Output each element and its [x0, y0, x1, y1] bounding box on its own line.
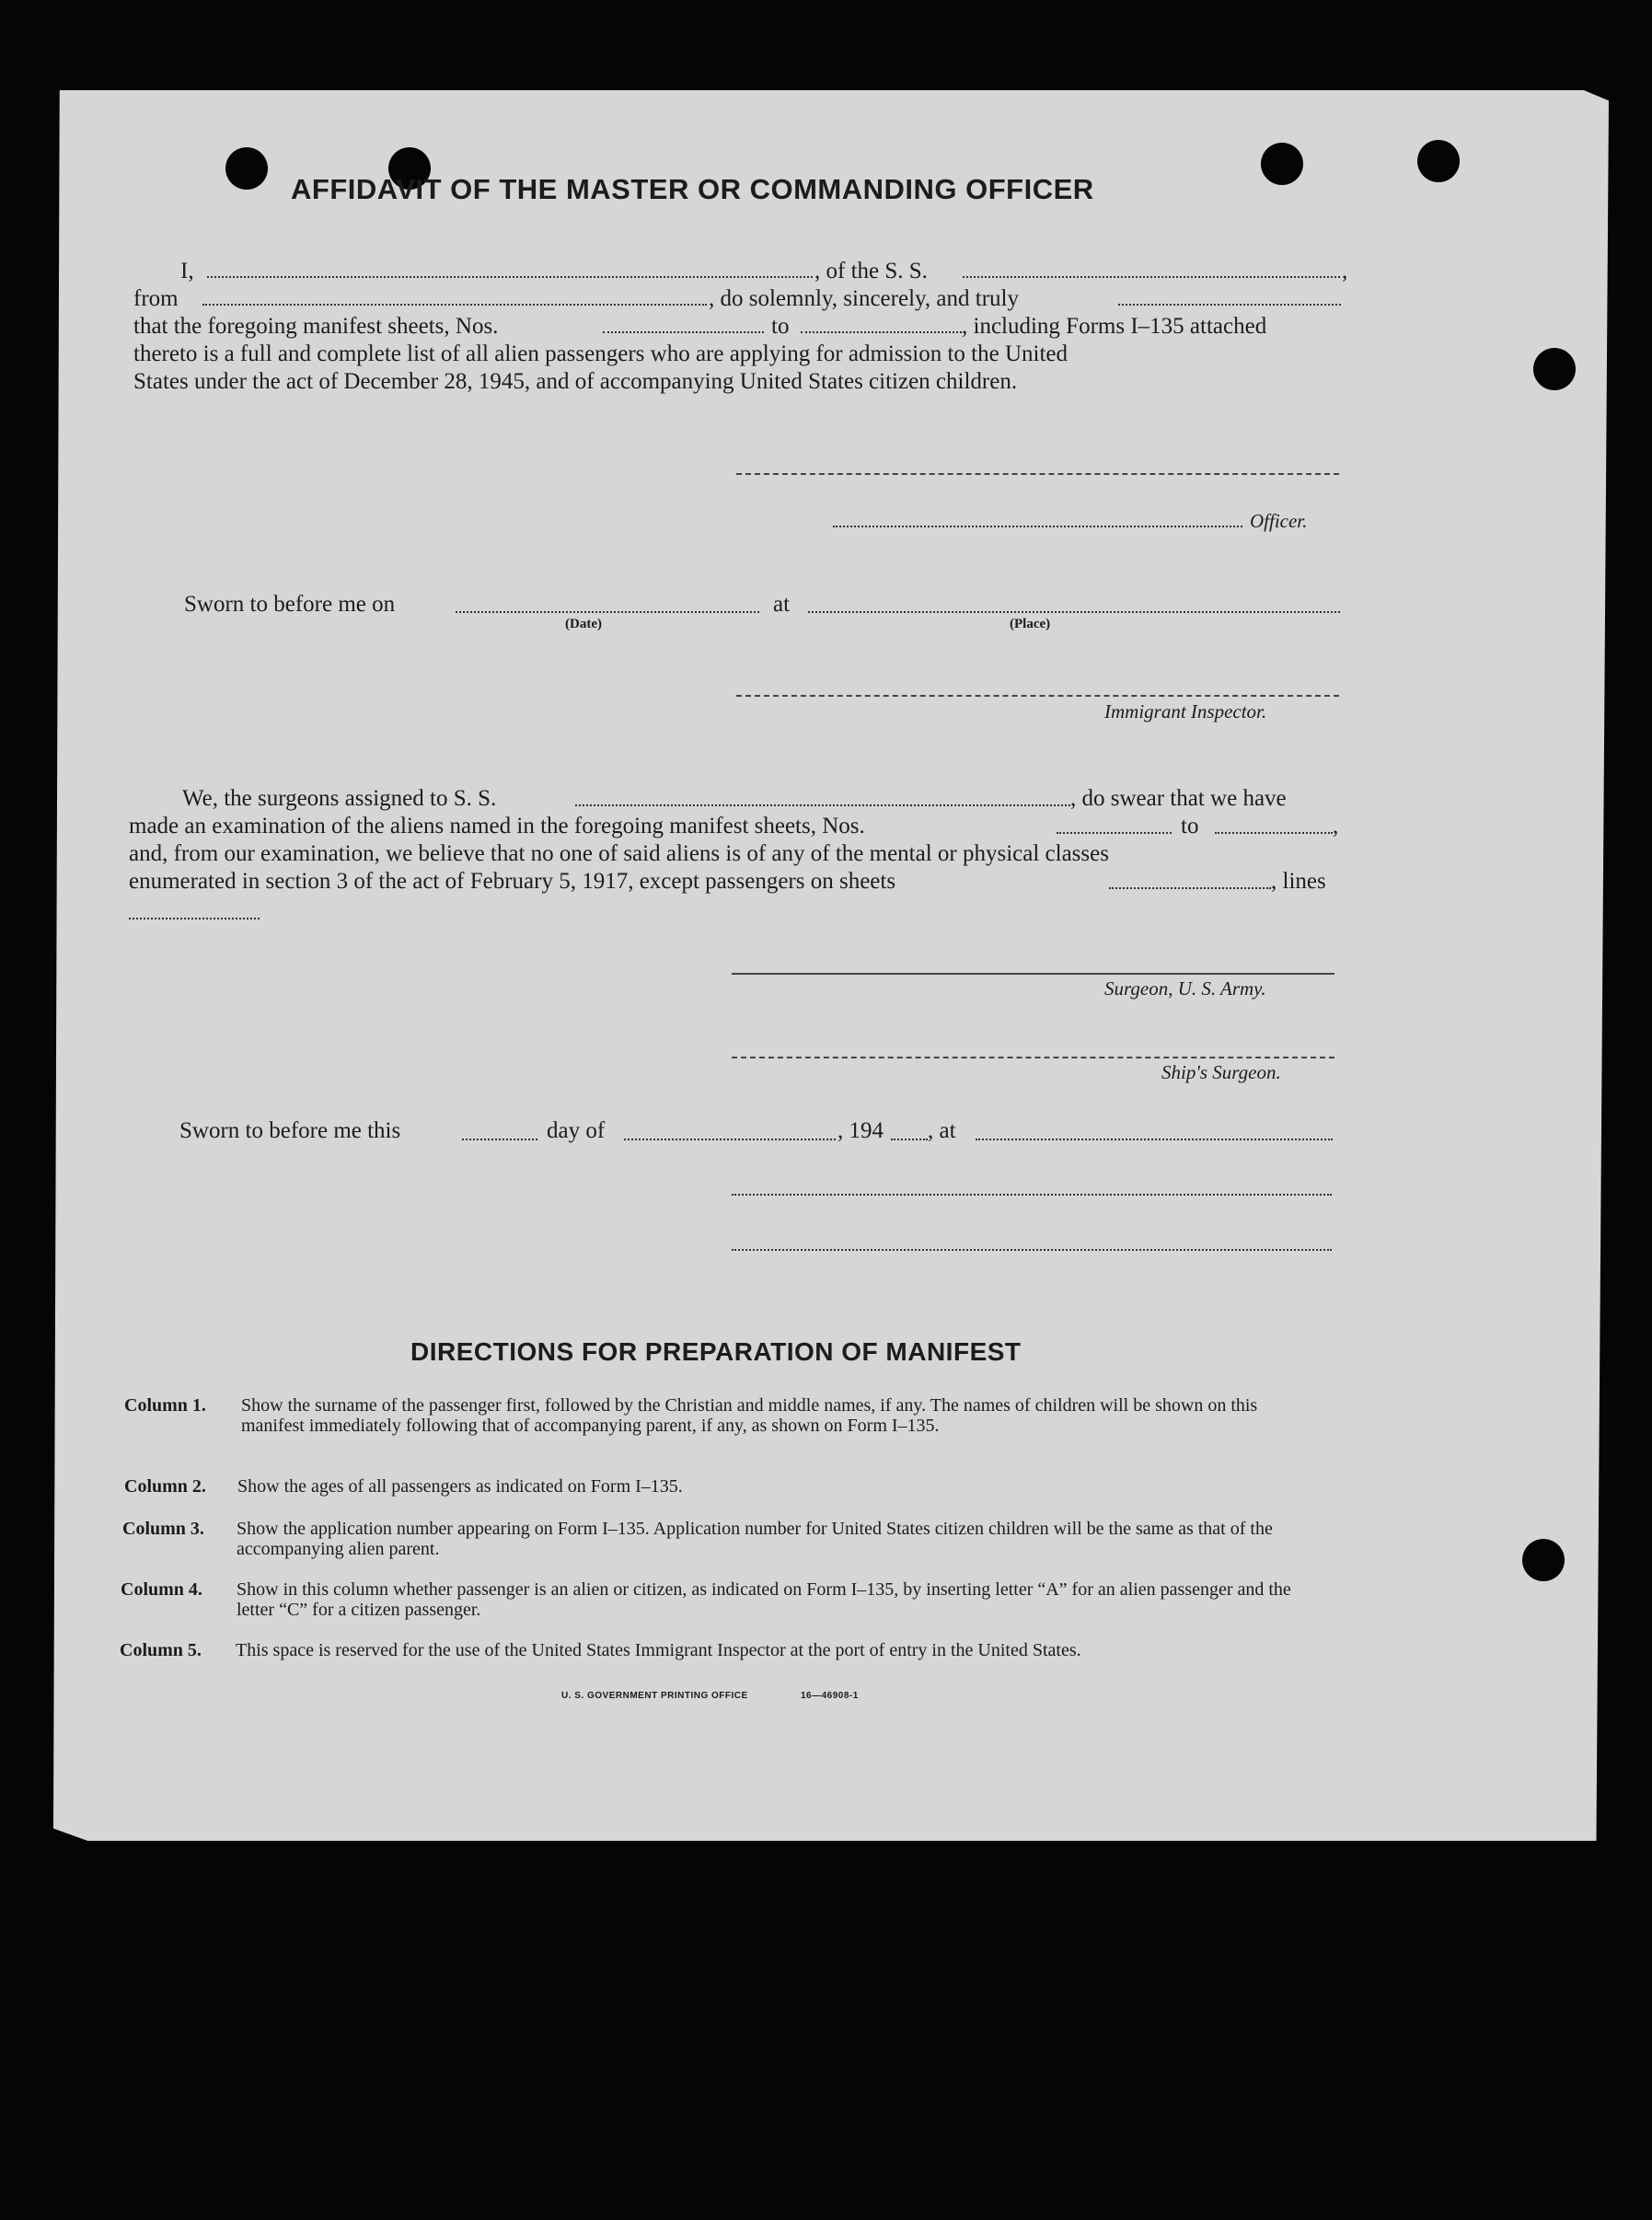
sworn-place-field[interactable] [808, 611, 1340, 613]
inspector-label: Immigrant Inspector. [1104, 700, 1267, 723]
column-1-text: Show the surname of the passenger first, followed by the Christian and middle names, if any. The names of children will be shown on this manifest immediately following that of accompanying parent, if any, as shown on Form I–135. [241, 1395, 1258, 1436]
label-at-2: , at [928, 1118, 956, 1143]
column-3-label: Column 3. [122, 1519, 204, 1539]
column-5-label: Column 5. [120, 1640, 202, 1660]
lines-field[interactable] [129, 918, 260, 919]
punch-hole [1522, 1539, 1565, 1581]
sworn-day-field[interactable] [462, 1139, 537, 1140]
master-name-field[interactable] [207, 276, 813, 278]
place-caption: (Place) [1010, 617, 1051, 631]
affidavit-text-line1 [180, 258, 194, 285]
label-solemnly: , do solemnly, sincerely, and truly [709, 286, 1019, 311]
surgeons-assigned: We, the surgeons assigned to S. S. [182, 786, 497, 811]
punch-hole [1261, 143, 1303, 185]
punch-hole [225, 147, 268, 190]
exam-sheets-to-field[interactable] [1215, 832, 1333, 834]
label-year: , 194 [838, 1118, 884, 1143]
officer-title-line[interactable] [833, 526, 1242, 527]
label-at: at [773, 592, 791, 617]
surgeons-line2: made an examination of the aliens named in the foregoing manifest sheets, Nos. [129, 814, 865, 838]
surgeons-line4: enumerated in section 3 of the act of February 5, 1917, except passengers on sheets [129, 869, 896, 894]
comma: , [1342, 259, 1348, 283]
column-3-text: Show the application number appearing on Form I–135. Application number for United States citizen children will be the same as that of the accompanying alien parent. [237, 1519, 1273, 1559]
army-surgeon-signature-line[interactable] [732, 973, 1334, 975]
army-surgeon-label: Surgeon, U. S. Army. [1104, 977, 1266, 1000]
ship-name-field[interactable] [963, 276, 1340, 278]
sworn-before-me-this: Sworn to before me this [179, 1118, 401, 1143]
surgeons-line3: and, from our examination, we believe that no one of said aliens is of any of the mental or physical classes [129, 841, 1109, 866]
surgeon-ship-field[interactable] [575, 804, 1070, 806]
except-sheets-field[interactable] [1109, 887, 1271, 889]
sheets-to-field[interactable] [801, 331, 962, 333]
affidavit-title: AFFIDAVIT OF THE MASTER OR COMMANDING OFFICER [291, 173, 1094, 205]
sworn-date-field[interactable] [456, 611, 759, 613]
label-from: from [133, 286, 179, 311]
label-day-of: day of [547, 1118, 606, 1143]
sworn-year-field[interactable] [891, 1139, 928, 1140]
ship-surgeon-signature-line[interactable] [732, 1057, 1334, 1058]
column-2-label: Column 2. [124, 1476, 206, 1497]
ship-surgeon-label: Ship's Surgeon. [1161, 1061, 1281, 1083]
sheets-from-field[interactable] [603, 331, 764, 333]
column-5-text: This space is reserved for the use of the United States Immigrant Inspector at the port of entry in the United States. [236, 1640, 1081, 1660]
signature-line-1[interactable] [732, 1194, 1332, 1196]
column-1-label: Column 1. [124, 1395, 206, 1416]
punch-hole [1533, 348, 1576, 390]
affidavit-line4: thereto is a full and complete list of all alien passengers who are applying for admission to the United [133, 341, 1069, 366]
label-i: I, [180, 259, 194, 283]
label-to: to [771, 314, 790, 339]
punch-hole [1417, 140, 1460, 182]
label-including: , including Forms I–135 attached [962, 314, 1267, 339]
sworn-month-field[interactable] [624, 1139, 836, 1140]
label-do-swear: , do swear that we have [1070, 786, 1287, 811]
officer-signature-line[interactable] [736, 473, 1339, 475]
sworn-before-me-on: Sworn to before me on [184, 592, 396, 617]
exam-sheets-from-field[interactable] [1057, 832, 1172, 834]
signature-line-2[interactable] [732, 1249, 1332, 1251]
column-4-text: Show in this column whether passenger is an alien or citizen, as indicated on Form I–135, by inserting letter “A” for an alien passenger and the letter “C” for a citizen passenger. [237, 1579, 1291, 1620]
affidavit-line5: States under the act of December 28, 1945, and of accompanying United States citizen children. [133, 369, 1018, 394]
column-2-text: Show the ages of all passengers as indicated on Form I–135. [237, 1476, 683, 1497]
column-4-label: Column 4. [121, 1579, 202, 1600]
truly-field[interactable] [1118, 304, 1341, 306]
inspector-signature-line[interactable] [736, 695, 1339, 697]
from-port-field[interactable] [202, 304, 707, 306]
label-manifest-sheets: that the foregoing manifest sheets, Nos. [133, 314, 499, 339]
label-to-2: to [1181, 814, 1199, 838]
officer-label: Officer. [1250, 510, 1308, 532]
date-caption: (Date) [565, 617, 602, 631]
comma-2: , [1333, 814, 1339, 838]
directions-title: DIRECTIONS FOR PREPARATION OF MANIFEST [410, 1337, 1022, 1366]
printer-imprint: U. S. GOVERNMENT PRINTING OFFICE [561, 1691, 748, 1701]
form-number: 16—46908-1 [801, 1691, 859, 1701]
label-lines: , lines [1271, 869, 1326, 894]
label-of-ss: , of the S. S. [814, 259, 928, 283]
sworn-location-field[interactable] [976, 1139, 1333, 1140]
